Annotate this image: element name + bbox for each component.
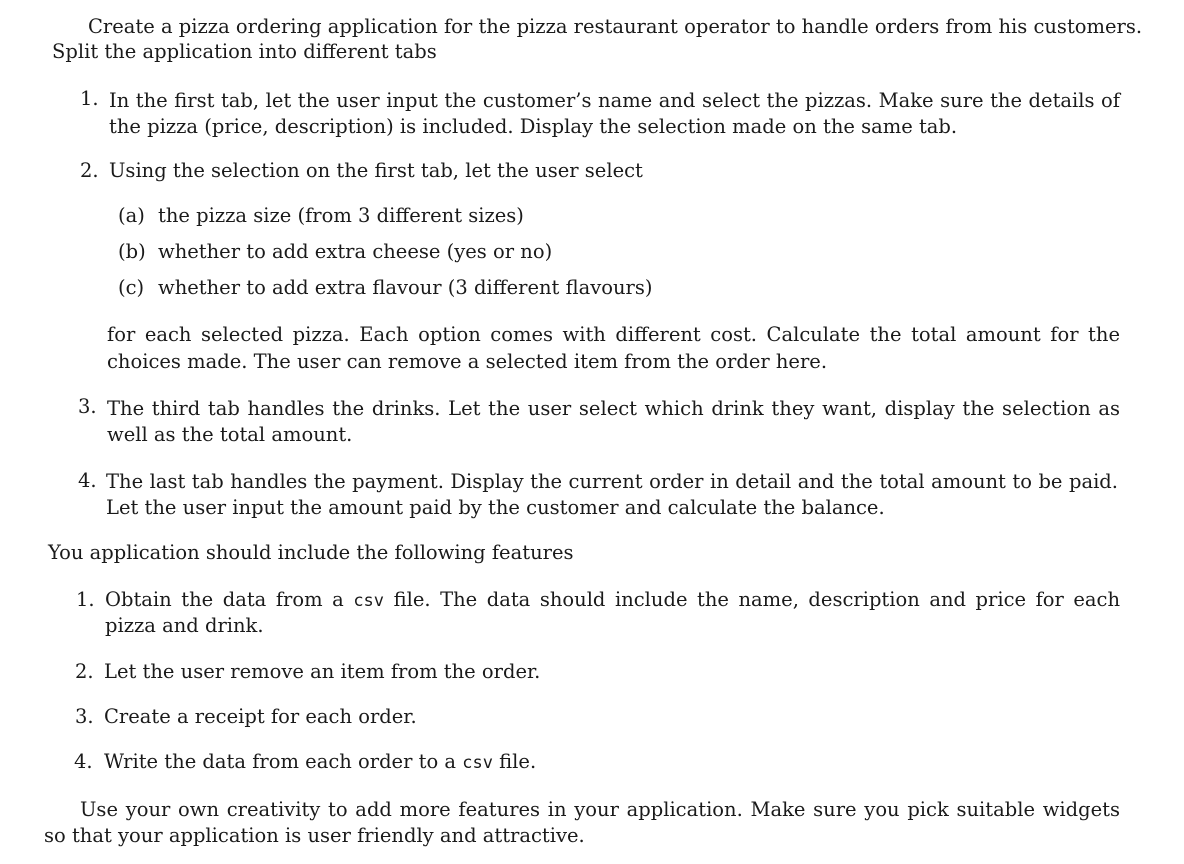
subitem-b-label: (b) xyxy=(118,240,146,263)
feature-3-number: 3. xyxy=(75,705,94,728)
intro-line-1: Create a pizza ordering application for the pizza restaurant operator to handle orders from his customers. xyxy=(88,15,1143,38)
tab-item-1-number: 1. xyxy=(80,87,99,110)
tab-item-4-line-2: Let the user input the amount paid by the customer and calculate the balance. xyxy=(106,496,885,519)
feature-1-line-2: pizza and drink. xyxy=(105,614,264,637)
feature-1-post: file. The data should include the name, description and price for each xyxy=(393,588,1121,611)
tab-item-2-line-1: Using the selection on the first tab, let the user select xyxy=(109,159,643,182)
feature-3-text: Create a receipt for each order. xyxy=(104,705,417,728)
tab-item-3-line-2: well as the total amount. xyxy=(107,423,353,446)
closing-line-1: Use your own creativity to add more features in your application. Make sure you pick suitable widgets xyxy=(80,798,1120,821)
tab-item-1-line-1: In the first tab, let the user input the customer’s name and select the pizzas. Make sure the details of xyxy=(109,89,1120,112)
tab-item-4-line-1: The last tab handles the payment. Display the current order in detail and the total amount to be paid. xyxy=(106,470,1118,493)
tab-item-2-after-line-2: choices made. The user can remove a selected item from the order here. xyxy=(107,350,828,373)
feature-2-text: Let the user remove an item from the order. xyxy=(104,660,541,683)
tab-item-3-number: 3. xyxy=(78,395,97,418)
tab-item-2-after-line-1: for each selected pizza. Each option comes with different cost. Calculate the total amount for the xyxy=(107,323,1120,346)
feature-4-code: csv xyxy=(462,753,493,773)
feature-1-number: 1. xyxy=(76,588,95,611)
subitem-c-label: (c) xyxy=(118,276,145,299)
feature-4-number: 4. xyxy=(74,750,93,773)
feature-4-pre: Write the data from each order to a xyxy=(104,750,457,773)
feature-1-pre: Obtain the data from a xyxy=(105,588,344,611)
intro-line-2: Split the application into different tabs xyxy=(52,40,437,63)
subitem-a-text: the pizza size (from 3 different sizes) xyxy=(158,204,524,227)
subitem-c-text: whether to add extra flavour (3 different flavours) xyxy=(158,276,653,299)
subitem-b-text: whether to add extra cheese (yes or no) xyxy=(158,240,553,263)
subitem-a-label: (a) xyxy=(118,204,145,227)
feature-4-post: file. xyxy=(499,750,537,773)
feature-1-code: csv xyxy=(353,591,385,611)
tab-item-3-line-1: The third tab handles the drinks. Let the user select which drink they want, display the selection as xyxy=(107,397,1120,420)
tab-item-1-line-2: the pizza (price, description) is included. Display the selection made on the same tab. xyxy=(109,115,958,138)
features-heading: You application should include the following features xyxy=(48,541,574,564)
closing-line-2: so that your application is user friendly and attractive. xyxy=(44,824,585,847)
feature-4-text xyxy=(104,749,536,776)
feature-2-number: 2. xyxy=(75,660,94,683)
tab-item-4-number: 4. xyxy=(78,469,97,492)
feature-1-line-1 xyxy=(105,587,1120,614)
tab-item-2-number: 2. xyxy=(80,159,99,182)
